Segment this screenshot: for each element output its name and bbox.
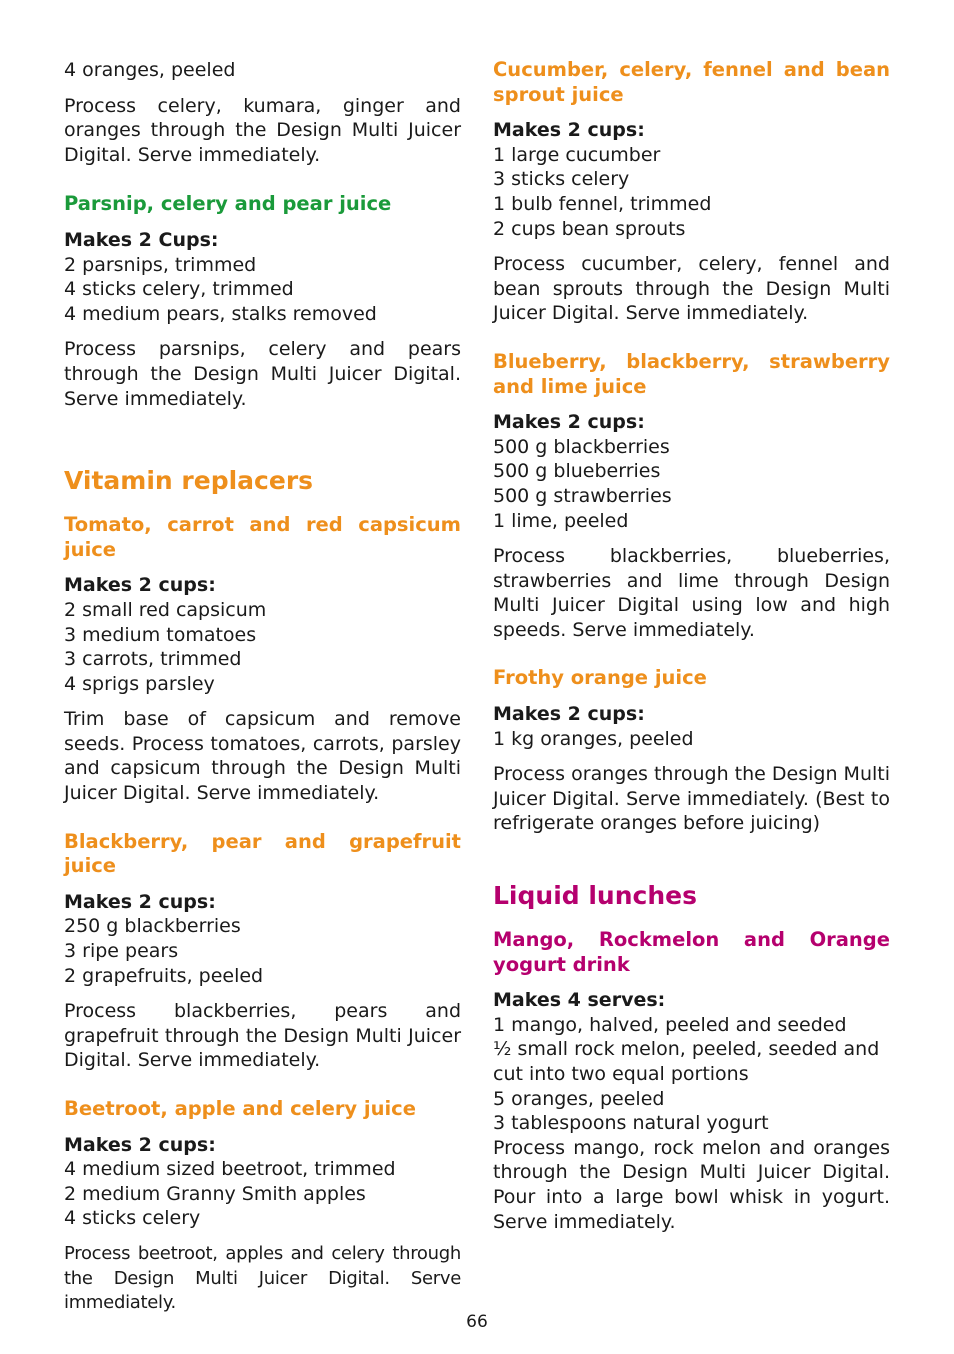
ingredient-line: 2 cups bean sprouts: [493, 217, 686, 240]
recipe-title: Beetroot, apple and celery juice: [64, 1097, 416, 1120]
ingredient-line: 1 lime, peeled: [493, 509, 629, 532]
recipe-title: Frothy orange juice: [493, 666, 707, 690]
ingredient-line: 2 small red capsicum: [64, 598, 267, 621]
recipe-parsnip: [64, 192, 461, 411]
ingredient-line: 4 sticks celery, trimmed: [64, 278, 294, 301]
recipe-tomato: [64, 513, 461, 806]
ingredient-line: 250 g blackberries: [64, 915, 241, 938]
ingredient-line: 3 medium tomatoes: [64, 623, 257, 646]
section-title-vitamin-replacers: Vitamin replacers: [64, 466, 314, 496]
ingredient-line: 1 mango, halved, peeled and seeded: [493, 1013, 847, 1036]
ingredient-line: 4 medium sized beetroot, trimmed: [64, 1158, 396, 1181]
recipe-method: Process parsnips, celery and pears through the Design Multi Juicer Digital. Serve immediately.: [64, 338, 461, 410]
ingredient-line: 3 tablespoons natural yogurt: [493, 1112, 769, 1135]
recipe-method: Process blackberries, pears and grapefruit through the Design Multi Juicer Digital. Serve immediately.: [64, 1000, 461, 1072]
ingredient-line: 500 g blueberries: [493, 460, 661, 483]
page-number: 66: [466, 1312, 488, 1332]
left-column: [64, 58, 461, 1316]
ingredient-line: 4 sticks celery: [64, 1207, 201, 1230]
recipe-yield: Makes 2 cups:: [64, 890, 216, 913]
ingredient-line: 4 medium pears, stalks removed: [64, 302, 377, 325]
right-column: [493, 58, 890, 1234]
ingredient-line: ½ small rock melon, peeled, seeded and: [493, 1038, 880, 1061]
recipe-yield: Makes 2 cups:: [493, 703, 645, 726]
ingredient-line: 500 g blackberries: [493, 435, 670, 458]
recipe-cucumber: [493, 58, 890, 326]
recipe-yield: Makes 2 cups:: [64, 574, 216, 597]
recipe-title: Parsnip, celery and pear juice: [64, 192, 392, 216]
recipe-title: Cucumber, celery, fennel and bean sprout juice: [493, 58, 890, 106]
recipe-yield: Makes 4 serves:: [493, 989, 666, 1012]
ingredient-line: 500 g strawberries: [493, 484, 672, 507]
ingredient-line: 3 carrots, trimmed: [64, 648, 242, 671]
recipe-title: Mango, Rockmelon and Orange yogurt drink: [493, 928, 890, 976]
recipe-method: Process celery, kumara, ginger and oranges through the Design Multi Juicer Digital. Serve immediately.: [64, 94, 461, 166]
recipe-method: Process oranges through the Design Multi Juicer Digital. Serve immediately. (Best to refrigerate oranges before juicing): [493, 763, 890, 835]
recipe-method: Trim base of capsicum and remove seeds. Process tomatoes, carrots, parsley and capsicum through the Design Multi Juicer Digital. Serve immediately.: [64, 708, 461, 805]
recipe-blackberry-pear: [64, 830, 461, 1073]
ingredient-line: cut into two equal portions: [493, 1063, 749, 1085]
recipe-yield: Makes 2 Cups:: [64, 228, 219, 251]
recipe-frothy-orange: [493, 666, 890, 836]
recipe-yield: Makes 2 cups:: [493, 119, 645, 142]
ingredient-line: 1 large cucumber: [493, 143, 661, 166]
ingredient-line: 4 oranges, peeled: [64, 59, 236, 81]
recipe-method: Process blackberries, blueberries, strawberries and lime through Design Multi Juicer Digital using low and high speeds. Serve immediately.: [493, 545, 890, 641]
recipe-yield: Makes 2 cups:: [493, 411, 645, 434]
ingredient-line: 2 medium Granny Smith apples: [64, 1182, 366, 1205]
ingredient-line: 2 grapefruits, peeled: [64, 964, 264, 987]
recipe-mango: [493, 928, 890, 1234]
recipe-method: Process beetroot, apples and celery through the Design Multi Juicer Digital. Serve immediately.: [64, 1242, 461, 1314]
recipe-title: Tomato, carrot and red capsicum juice: [64, 513, 461, 561]
ingredient-line: 2 parsnips, trimmed: [64, 253, 257, 276]
recipe-title: Blueberry, blackberry, strawberry and lime juice: [493, 349, 890, 398]
ingredient-line: 4 sprigs parsley: [64, 672, 215, 695]
recipe-title: Blackberry, pear and grapefruit juice: [64, 829, 461, 878]
recipe-yield: Makes 2 cups:: [64, 1133, 216, 1156]
ingredient-line: 5 oranges, peeled: [493, 1087, 665, 1110]
recipe-berry-lime: [493, 350, 890, 643]
ingredient-line: 1 kg oranges, peeled: [493, 727, 694, 750]
ingredient-line: 3 sticks celery: [493, 168, 630, 191]
ingredient-line: 3 ripe pears: [64, 940, 179, 963]
recipe-beetroot: [64, 1097, 461, 1316]
section-title-liquid-lunches: Liquid lunches: [493, 881, 697, 911]
ingredient-line: 1 bulb fennel, trimmed: [493, 192, 712, 215]
recipe-method: Process cucumber, celery, fennel and bean sprouts through the Design Multi Juicer Digital. Serve immediately.: [493, 253, 890, 325]
recipe-method: Process mango, rock melon and oranges through the Design Multi Juicer Digital. Pour into a large bowl whisk in yogurt. Serve immediately.: [493, 1136, 890, 1233]
